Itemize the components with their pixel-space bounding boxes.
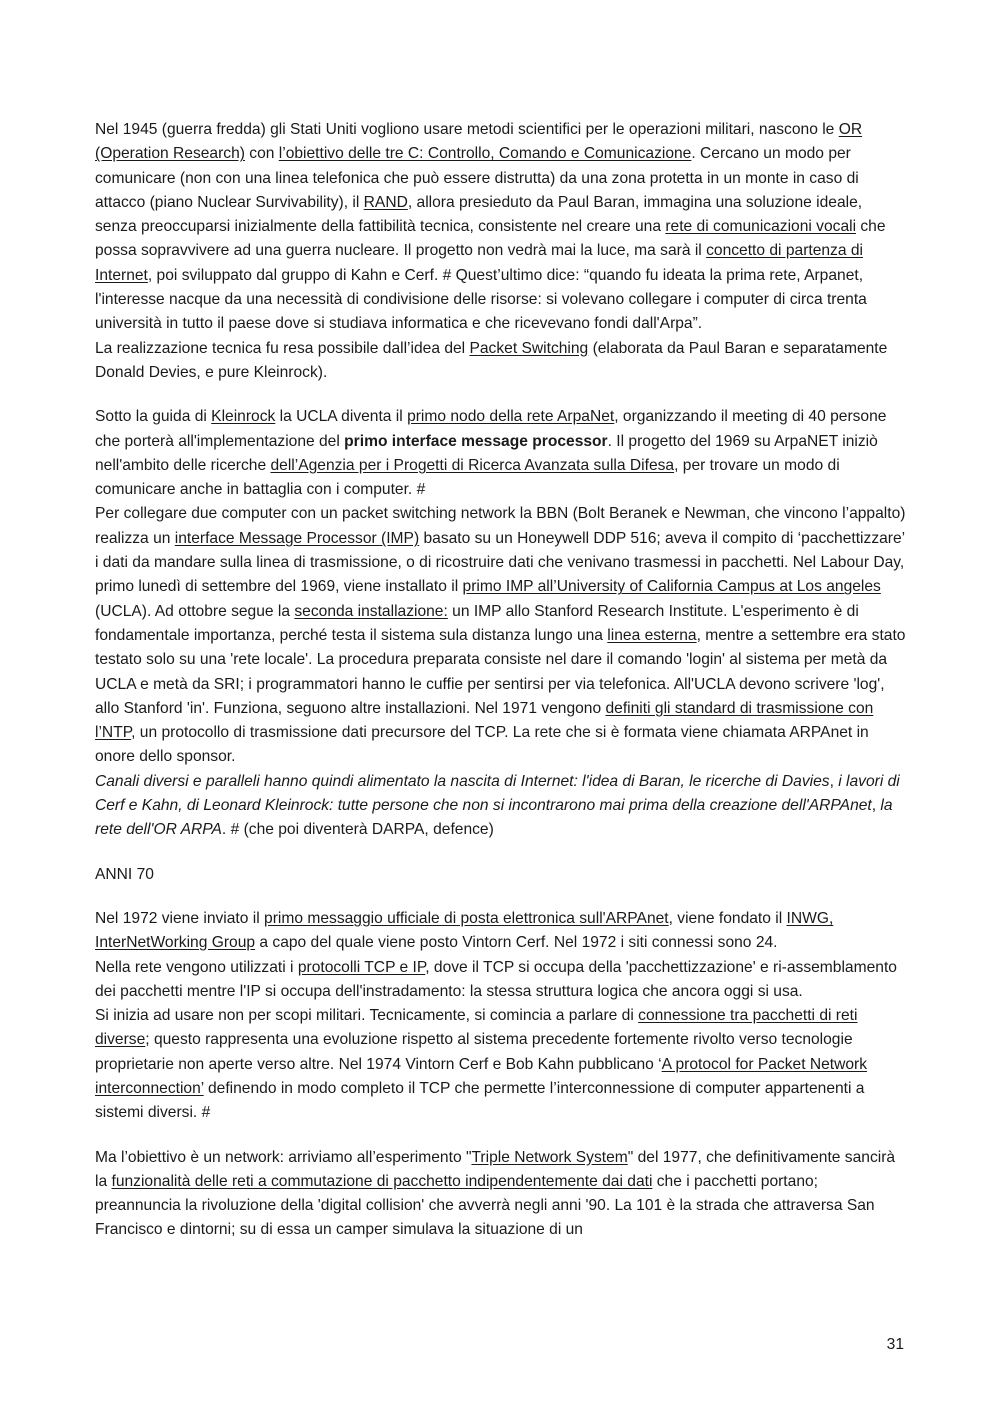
paragraph-gap bbox=[95, 385, 907, 405]
text-run: . Cercano un modo per comunicare (non con una linea telefonica che può essere distrutta) da una zona protetta in un monte in caso di attacco (piano Nuclear Survivability), il bbox=[95, 145, 859, 211]
text-run: Nel 1972 viene inviato il bbox=[95, 909, 265, 927]
paragraph bbox=[95, 118, 907, 337]
text-run: , per trovare un modo di comunicare anche in battaglia con i computer. # bbox=[95, 456, 840, 499]
italic-text: i lavori di Cerf e Kahn, di Leonard Kleinrock: tutte persone che non si incontrarono mai prima della creazione dell'ARPAnet bbox=[95, 772, 900, 815]
text-run: , organizzando il meeting di 40 persone che porterà all'implementazione del bbox=[95, 408, 887, 450]
underlined-text: l’obiettivo delle tre C: Controllo, Comando e Comunicazione bbox=[278, 145, 692, 163]
underlined-text: seconda installazione: bbox=[294, 602, 448, 620]
text-run: . Il progetto del 1969 su ArpaNET iniziò nell'ambito delle ricerche bbox=[95, 432, 878, 474]
text-run: " del 1977, che definitivamente sancirà la bbox=[95, 1148, 896, 1190]
text-run: ANNI 70 bbox=[95, 865, 154, 883]
text-run: Nel 1945 (guerra fredda) gli Stati Uniti vogliono usare metodi scientifici per le operazioni militari, nascono le bbox=[95, 121, 839, 138]
paragraph-gap bbox=[95, 887, 907, 907]
underlined-text: OR (Operation Research) bbox=[95, 121, 863, 163]
italic-text: Canali diversi e paralleli hanno quindi alimentato la nascita di Internet: l'idea di Baran, le ricerche di Davies bbox=[95, 772, 830, 790]
underlined-text: INWG, InterNetWorking Group bbox=[95, 909, 834, 952]
text-run: Nella rete vengono utilizzati i bbox=[95, 958, 298, 976]
underlined-text: dell’Agenzia per i Progetti di Ricerca Avanzata sulla Difesa bbox=[270, 456, 675, 474]
text-run: con bbox=[244, 145, 279, 163]
paragraph bbox=[95, 770, 907, 843]
text-run: Ma l’obiettivo è un network: arriviamo all’esperimento " bbox=[95, 1148, 472, 1166]
text-run: . # (che poi diventerà DARPA, defence) bbox=[221, 821, 494, 839]
text-run: un IMP allo Stanford Research Institute. L'esperimento è di fondamentale importanza, perché testa il sistema sula distanza lungo una bbox=[95, 602, 859, 644]
underlined-text: linea esterna bbox=[607, 626, 697, 644]
underlined-text: Triple Network System bbox=[471, 1148, 628, 1166]
underlined-text: interface Message Processor (IMP) bbox=[174, 529, 420, 547]
paragraph bbox=[95, 863, 907, 887]
paragraph bbox=[95, 956, 907, 1005]
text-run: (elaborata da Paul Baran e separatamente Donald Devies, e pure Kleinrock). bbox=[95, 339, 888, 381]
paragraph bbox=[95, 1004, 907, 1125]
underlined-text: A protocol for Packet Network interconnection’ bbox=[95, 1055, 868, 1097]
text-run: ; questo rappresenta una evoluzione rispetto al sistema precedente fortemente rivolto verso tecnologie proprietarie non aperte verso altre. Nel 1974 Vintorn Cerf e Bob Kahn pubblicano ‘ bbox=[95, 1031, 853, 1073]
italic-text: la rete dell'OR ARPA bbox=[95, 797, 893, 839]
underlined-text: RAND bbox=[363, 193, 408, 211]
text-run: basato su un Honeywell DDP 516; aveva il compito di ‘pacchettizzare’ i dati da mandare sulla linea di trasmissione, o di ricostruire dati che venivano trasmessi in pacchetti. Nel Labour Day, primo lunedì di settembre del 1969, viene installato il bbox=[95, 529, 905, 596]
text-run: che possa sopravvivere ad una guerra nucleare. Il progetto non vedrà mai la luce, ma sarà il bbox=[95, 218, 886, 260]
paragraph bbox=[95, 907, 907, 956]
paragraph-gap bbox=[95, 1126, 907, 1146]
text-run: , viene fondato il bbox=[668, 909, 787, 927]
text-run: a capo del quale viene posto Vintorn Cerf. Nel 1972 i siti connessi sono 24. bbox=[255, 934, 778, 952]
underlined-text: primo IMP all’University of California Campus at Los angeles bbox=[462, 578, 881, 596]
underlined-text: concetto di partenza di Internet bbox=[95, 242, 863, 284]
underlined-text: Kleinrock bbox=[211, 408, 276, 426]
text-run: La realizzazione tecnica fu resa possibile dall’idea del bbox=[95, 339, 470, 357]
bold-text: primo interface message processor bbox=[344, 432, 608, 450]
text-run: , un protocollo di trasmissione dati precursore del TCP. La rete che si è formata viene chiamata ARPAnet in onore dello sponsor. bbox=[95, 724, 869, 766]
text-run: la UCLA diventa il bbox=[275, 408, 408, 426]
text-run: , dove il TCP si occupa della 'pacchettizzazione' e ri-assemblamento dei pacchetti mentre l'IP si occupa dell'instradamento: la stessa struttura logica che ancora oggi si usa. bbox=[95, 958, 897, 1000]
document-body bbox=[95, 118, 907, 1243]
paragraph bbox=[95, 337, 907, 386]
paragraph bbox=[95, 1146, 907, 1243]
text-run: , bbox=[829, 772, 839, 790]
text-run: , allora presieduto da Paul Baran, immagina una soluzione ideale, senza preoccuparsi inizialmente della fattibilità tecnica, consistente nel creare una bbox=[95, 193, 863, 236]
underlined-text: rete di comunicazioni vocali bbox=[665, 218, 857, 236]
page-number: 31 bbox=[886, 1336, 904, 1353]
text-run: , poi sviluppato dal gruppo di Kahn e Cerf. # Quest’ultimo dice: “quando fu ideata la prima rete, Arpanet, l'interesse nacque da una necessità di condivisione delle risorse: si volevano collegare i computer di circa trenta università in tutto il paese dove si studiava informatica e che ricevevano fondi dall'Arpa”. bbox=[95, 266, 867, 333]
underlined-text: definiti gli standard di trasmissione con l’NTP bbox=[95, 699, 874, 742]
text-run: , mentre a settembre era stato testato solo su una 'rete locale'. La procedura preparata consiste nel dare il comando 'login' al sistema per metà da UCLA e metà da SRI; i programmatori hanno le cuffie per sentirsi per via telefonica. All'UCLA devono scrivere 'log', allo Stanford 'in'. Funziona, seguono altre installazioni. Nel 1971 vengono bbox=[95, 626, 906, 717]
underlined-text: connessione tra pacchetti di reti diverse bbox=[95, 1007, 858, 1049]
paragraph-gap bbox=[95, 843, 907, 863]
text-run: Sotto la guida di bbox=[95, 408, 212, 426]
paragraph bbox=[95, 405, 907, 502]
underlined-text: primo messaggio ufficiale di posta elettronica sull'ARPAnet bbox=[264, 909, 669, 927]
underlined-text: primo nodo della rete ArpaNet bbox=[407, 408, 615, 426]
underlined-text: Packet Switching bbox=[469, 339, 589, 357]
paragraph bbox=[95, 502, 907, 769]
text-run: (UCLA). Ad ottobre segue la bbox=[95, 602, 295, 620]
underlined-text: funzionalità delle reti a commutazione di pacchetto indipendentemente dai dati bbox=[111, 1172, 653, 1190]
text-run: che i pacchetti portano; preannuncia la rivoluzione della 'digital collision' che avverrà negli anni '90. La 101 è la strada che attraversa San Francisco e dintorni; su di essa un camper simulava la situazione di un bbox=[95, 1172, 875, 1239]
text-run: Si inizia ad usare non per scopi militari. Tecnicamente, si comincia a parlare di bbox=[95, 1007, 639, 1025]
text-run: , bbox=[871, 797, 881, 815]
underlined-text: protocolli TCP e IP bbox=[297, 958, 426, 976]
text-run: definendo in modo completo il TCP che permette l’interconnessione di computer appartenenti a sistemi diversi. # bbox=[95, 1079, 865, 1122]
text-run: Per collegare due computer con un packet switching network la BBN (Bolt Beranek e Newman, che vincono l’appalto) realizza un bbox=[95, 505, 906, 547]
